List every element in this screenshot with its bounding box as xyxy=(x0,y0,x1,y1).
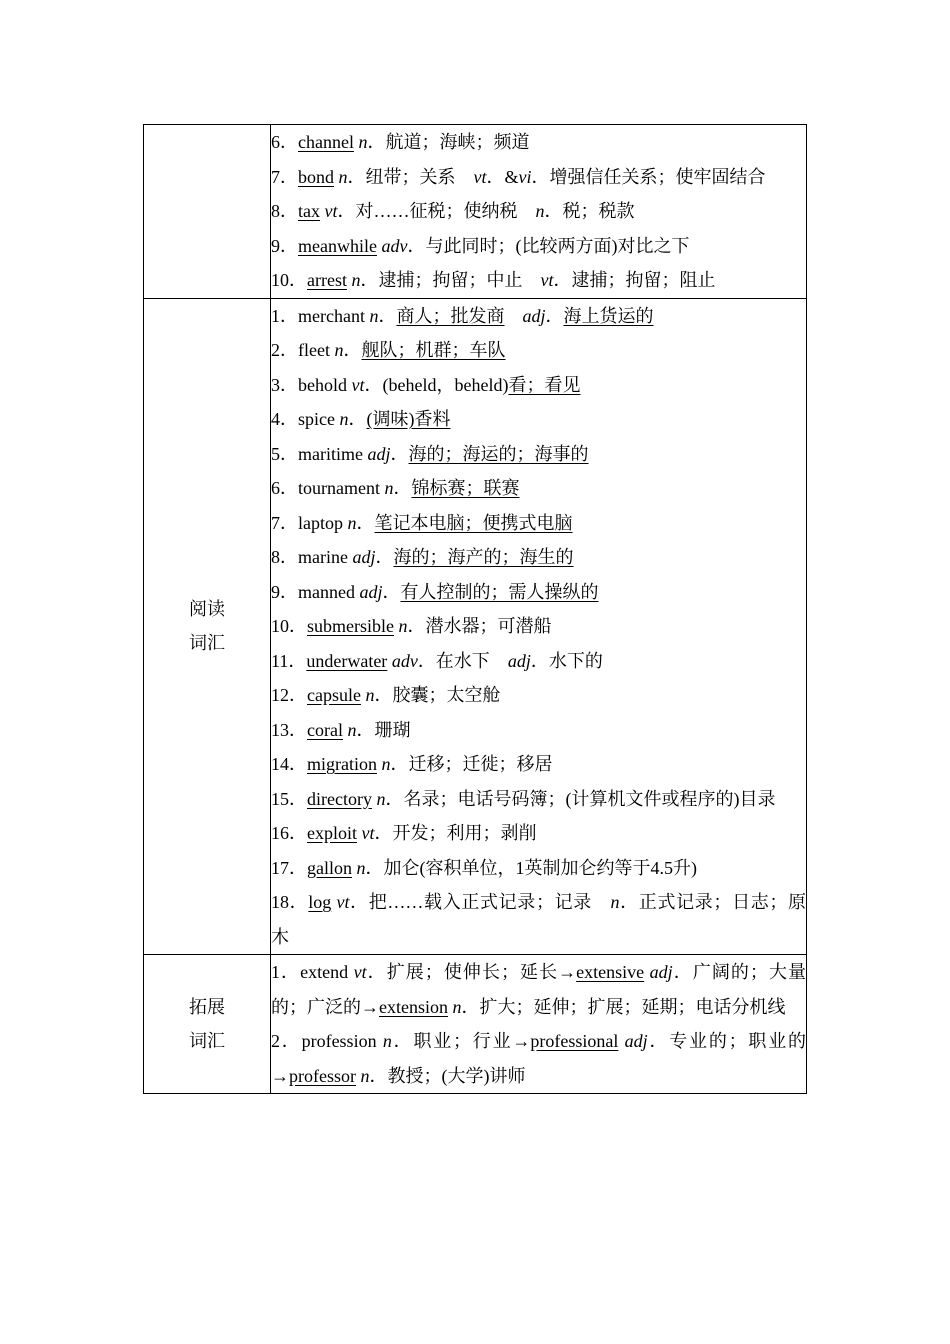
entry-text: 1．merchant xyxy=(271,305,370,326)
part-of-speech: n xyxy=(398,616,408,636)
entry-text: ． xyxy=(382,581,401,602)
vocab-keyword: 海的；海运的；海事的 xyxy=(408,443,589,464)
part-of-speech: vt xyxy=(540,270,554,290)
entry-text: ．扩展；使伸长；延长→ xyxy=(366,962,577,982)
entry-text: 13． xyxy=(271,719,307,740)
vocab-keyword: meanwhile xyxy=(298,235,377,256)
section-label-line: 拓展 xyxy=(189,997,225,1017)
entry-text: ．胶囊；太空舱 xyxy=(374,685,501,705)
vocab-entry xyxy=(271,125,806,160)
part-of-speech: adj xyxy=(359,581,383,602)
section-label xyxy=(144,298,271,955)
entry-text: ． xyxy=(393,478,412,498)
entry-text: 2．fleet xyxy=(271,340,335,360)
entry-text: ．珊瑚 xyxy=(356,719,411,740)
entry-text: ．教授；(大学)讲师 xyxy=(369,1065,526,1086)
entry-text: ．开发；利用；剥削 xyxy=(374,823,537,843)
section-label-line: 词汇 xyxy=(189,633,225,654)
entry-text: ．纽带；关系 xyxy=(347,166,474,187)
vocab-entry xyxy=(271,194,806,229)
part-of-speech: adj xyxy=(367,443,391,464)
vocab-entries xyxy=(271,298,807,955)
entry-text: ． xyxy=(545,305,564,326)
entry-text: ．在水下 xyxy=(417,650,508,671)
vocab-entry xyxy=(271,437,806,472)
part-of-speech: n xyxy=(356,857,366,878)
part-of-speech: n xyxy=(351,270,361,290)
vocabulary-table-body xyxy=(144,125,807,1094)
entry-text: 5．maritime xyxy=(271,443,368,464)
section-row xyxy=(144,955,807,1094)
entry-text: 16． xyxy=(271,823,307,843)
vocab-keyword: arrest xyxy=(307,270,347,290)
entry-text: 15． xyxy=(271,788,307,809)
part-of-speech: n xyxy=(339,409,349,429)
vocab-entry xyxy=(271,506,806,541)
entry-text: 4．spice xyxy=(271,409,340,429)
vocab-keyword: 锦标赛；联赛 xyxy=(411,478,520,498)
part-of-speech: adj xyxy=(649,962,673,982)
entry-text: ．逮捕；拘留；阻止 xyxy=(553,270,716,290)
vocab-entry xyxy=(271,402,806,437)
vocab-entry xyxy=(271,299,806,334)
part-of-speech: n xyxy=(384,478,394,498)
vocab-entries xyxy=(271,955,807,1094)
vocab-keyword: tax xyxy=(298,201,320,221)
part-of-speech: vt xyxy=(361,823,375,843)
part-of-speech: n xyxy=(376,788,386,809)
vocab-entry xyxy=(271,955,806,1024)
entry-text: ．职业；行业→ xyxy=(391,1031,531,1051)
vocab-entry xyxy=(271,609,806,644)
vocab-keyword: professor xyxy=(289,1065,356,1086)
part-of-speech: n xyxy=(382,1031,392,1051)
part-of-speech: n xyxy=(334,340,344,360)
entry-text: ．迁移；迁徙；移居 xyxy=(390,754,553,774)
entry-text: 7．laptop xyxy=(271,512,348,533)
entry-text: 8．marine xyxy=(271,547,353,567)
entry-text: 6．tournament xyxy=(271,478,385,498)
entry-text: ．逮捕；拘留；中止 xyxy=(360,270,541,290)
entry-text: ．税；税款 xyxy=(544,201,635,221)
vocab-entry xyxy=(271,1024,806,1093)
vocab-keyword: 舰队；机群；车队 xyxy=(361,340,506,360)
vocab-keyword: 看；看见 xyxy=(508,374,581,395)
vocab-entry xyxy=(271,816,806,851)
entry-text: ． xyxy=(378,305,397,326)
entry-text: 1．extend xyxy=(271,962,354,982)
vocabulary-table xyxy=(143,124,807,1094)
part-of-speech: vt xyxy=(473,166,487,187)
entry-text: 12． xyxy=(271,685,307,705)
part-of-speech: vt xyxy=(324,201,338,221)
part-of-speech: n xyxy=(365,685,375,705)
vocab-keyword: 笔记本电脑；便携式电脑 xyxy=(374,512,573,533)
part-of-speech: n xyxy=(381,754,391,774)
vocab-entry xyxy=(271,540,806,575)
vocab-entry xyxy=(271,644,806,679)
entry-text: ． xyxy=(375,547,394,567)
part-of-speech: n xyxy=(452,996,462,1017)
entry-text: ．潜水器；可潜船 xyxy=(407,616,552,636)
part-of-speech: n xyxy=(347,719,357,740)
vocab-entry xyxy=(271,782,806,817)
vocab-keyword: directory xyxy=(307,788,372,809)
vocab-keyword: channel xyxy=(298,132,354,152)
vocab-entry xyxy=(271,160,806,195)
entry-text: ．把……载入正式记录；记录 xyxy=(349,892,611,912)
vocab-entries xyxy=(271,125,807,299)
entry-text: 6． xyxy=(271,132,298,152)
part-of-speech: adj xyxy=(507,650,531,671)
entry-text: 10． xyxy=(271,616,307,636)
entry-text: ．航道；海峡；频道 xyxy=(367,132,530,152)
vocab-entry xyxy=(271,747,806,782)
vocab-keyword: gallon xyxy=(307,857,352,878)
section-label xyxy=(144,955,271,1094)
vocab-entry xyxy=(271,851,806,886)
vocab-keyword: 商人；批发商 xyxy=(396,305,505,326)
vocab-entry xyxy=(271,263,806,298)
part-of-speech: adj xyxy=(352,547,376,567)
vocab-keyword: professional xyxy=(530,1031,619,1051)
entry-text: 10． xyxy=(271,270,307,290)
entry-text: 14． xyxy=(271,754,307,774)
vocab-entry xyxy=(271,885,806,954)
section-label xyxy=(144,125,271,299)
vocab-keyword: (调味)香料 xyxy=(366,409,451,429)
vocab-entry xyxy=(271,471,806,506)
vocab-entry xyxy=(271,713,806,748)
part-of-speech: n xyxy=(338,166,348,187)
entry-text: ． xyxy=(390,443,409,464)
entry-text: ．专业的；职业的→ xyxy=(271,1031,807,1086)
section-label-line: 词汇 xyxy=(189,1031,225,1051)
entry-text: ．对……征税；使纳税 xyxy=(337,201,536,221)
entry-text: 11． xyxy=(271,650,307,671)
vocab-entry xyxy=(271,575,806,610)
part-of-speech: vt xyxy=(336,892,350,912)
part-of-speech: n xyxy=(360,1065,370,1086)
part-of-speech: adv xyxy=(391,650,418,671)
section-row xyxy=(144,125,807,299)
entry-text: 18． xyxy=(271,892,309,912)
section-row xyxy=(144,298,807,955)
vocab-keyword: log xyxy=(308,892,332,912)
part-of-speech: adj xyxy=(522,305,546,326)
section-label-line: 阅读 xyxy=(189,599,225,620)
part-of-speech: n xyxy=(535,201,545,221)
vocab-entry xyxy=(271,678,806,713)
vocab-keyword: submersible xyxy=(307,616,394,636)
entry-text: 3．behold xyxy=(271,374,352,395)
vocab-keyword: 有人控制的；需人操纵的 xyxy=(400,581,599,602)
vocab-keyword: migration xyxy=(307,754,377,774)
vocab-keyword: coral xyxy=(307,719,343,740)
entry-text: 9．manned xyxy=(271,581,360,602)
vocab-keyword: capsule xyxy=(307,685,361,705)
vocab-entry xyxy=(271,229,806,264)
entry-text xyxy=(504,306,522,326)
entry-text: ．增强信任关系；使牢固结合 xyxy=(531,166,766,187)
vocab-entry xyxy=(271,368,806,403)
entry-text: 8． xyxy=(271,201,298,221)
part-of-speech: n xyxy=(369,305,379,326)
entry-text: ．广阔的；大量的；广泛的→ xyxy=(271,962,807,1017)
vocab-keyword: underwater xyxy=(306,650,388,671)
entry-text: ．正式记录；日志；原木 xyxy=(271,892,807,947)
part-of-speech: adv xyxy=(381,235,408,256)
vocab-keyword: 海的；海产的；海生的 xyxy=(393,547,574,567)
part-of-speech: vi xyxy=(518,166,532,187)
entry-text: ． xyxy=(343,340,362,360)
entry-text: ． xyxy=(356,512,375,533)
vocab-keyword: 海上货运的 xyxy=(563,305,654,326)
part-of-speech: n xyxy=(358,132,368,152)
part-of-speech: vt xyxy=(353,962,367,982)
vocab-keyword: exploit xyxy=(307,823,357,843)
entry-text: 9． xyxy=(271,235,298,256)
entry-text: ．名录；电话号码簿；(计算机文件或程序的)目录 xyxy=(385,788,776,809)
vocab-keyword: bond xyxy=(298,166,334,187)
entry-text: 7． xyxy=(271,166,298,187)
entry-text: ．& xyxy=(486,166,519,187)
entry-text: ．扩大；延伸；扩展；延期；电话分机线 xyxy=(461,996,786,1017)
vocab-keyword: extension xyxy=(379,996,448,1017)
entry-text: ．与此同时；(比较两方面)对比之下 xyxy=(407,235,690,256)
entry-text: 2．profession xyxy=(271,1031,383,1051)
entry-text: ． xyxy=(348,409,367,429)
part-of-speech: adj xyxy=(624,1031,648,1051)
part-of-speech: n xyxy=(610,892,620,912)
entry-text: 17． xyxy=(271,857,307,878)
part-of-speech: vt xyxy=(351,374,365,395)
part-of-speech: n xyxy=(347,512,357,533)
entry-text: ．水下的 xyxy=(530,650,603,671)
vocab-entry xyxy=(271,333,806,368)
vocab-keyword: extensive xyxy=(576,962,645,982)
entry-text: ．(beheld，beheld) xyxy=(364,374,509,395)
entry-text: ．加仑(容积单位，1英制加仑约等于4.5升) xyxy=(365,857,697,878)
